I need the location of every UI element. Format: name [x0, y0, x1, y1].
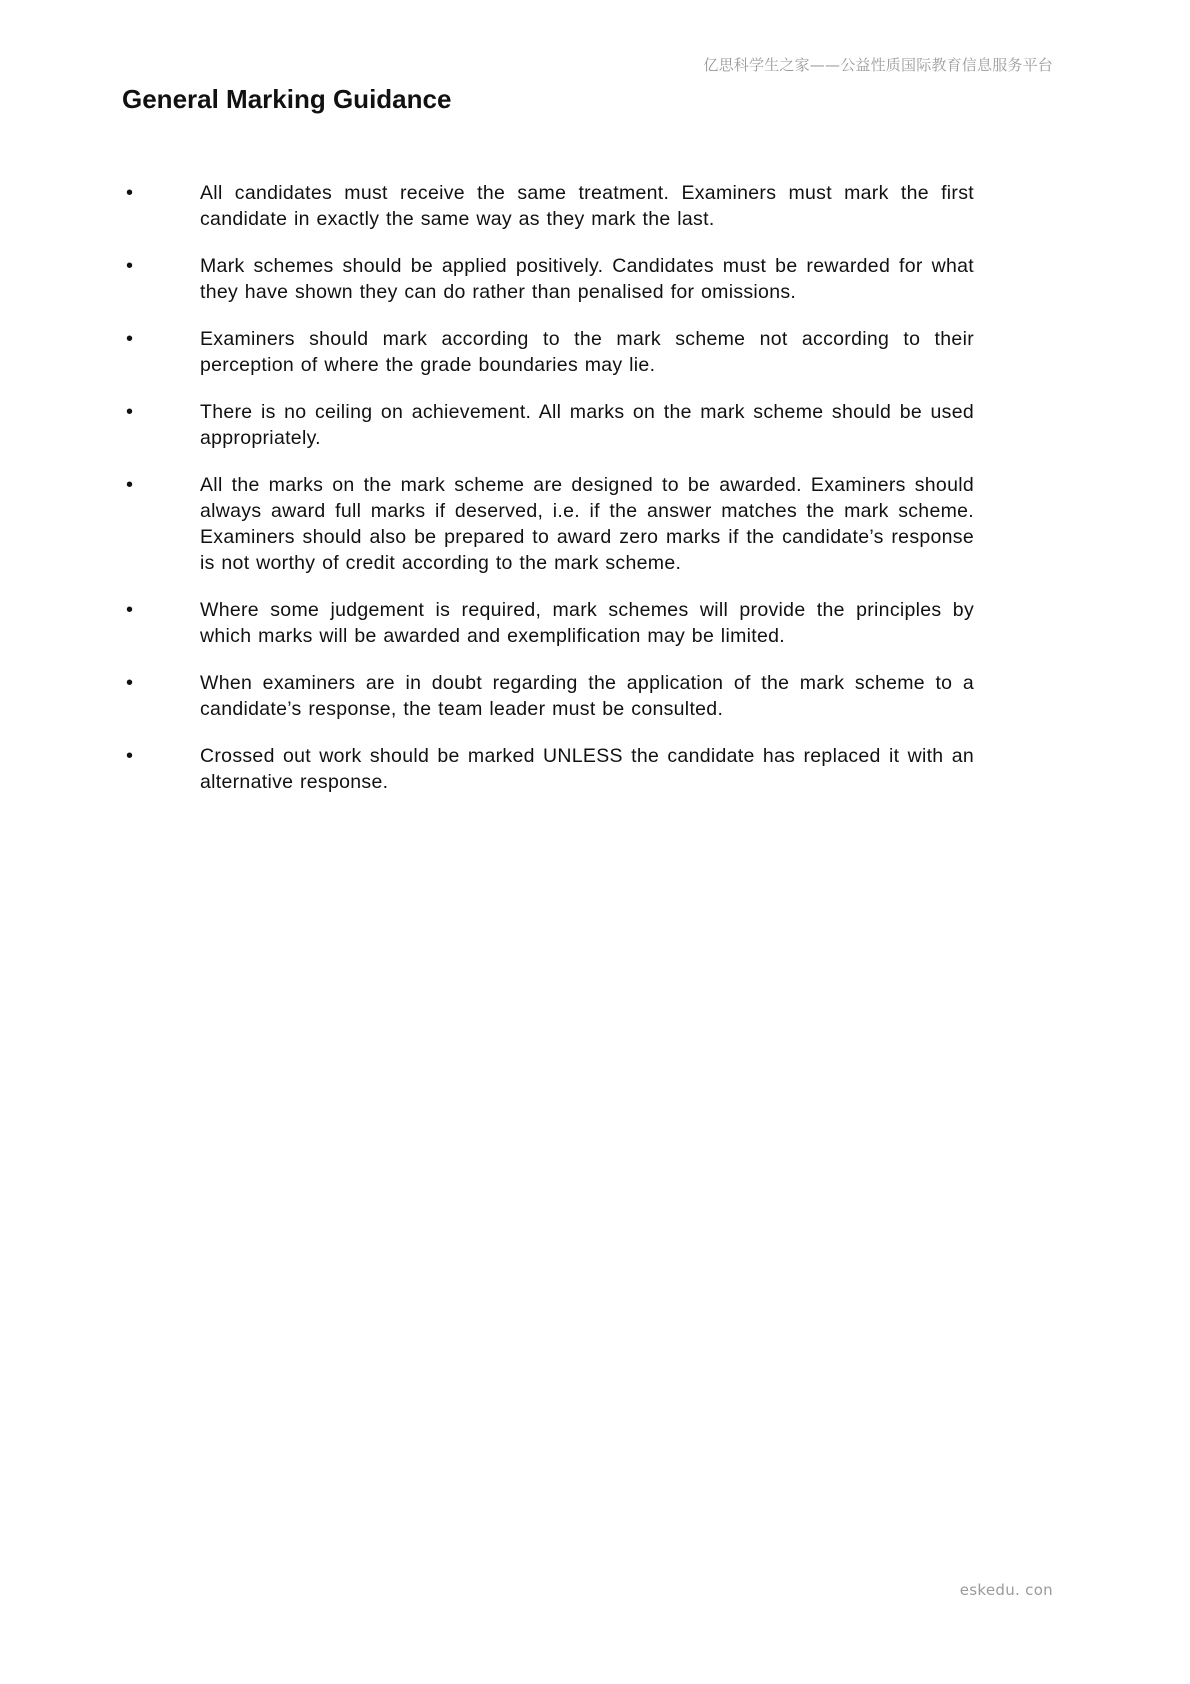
list-item-text: Mark schemes should be applied positively. Candidates must be rewarded for what they have shown they can do rather than penalised for omissions. — [200, 255, 974, 303]
bullet-icon: • — [126, 328, 134, 350]
guidance-list — [122, 180, 974, 816]
list-item-text: There is no ceiling on achievement. All marks on the mark scheme should be used appropriately. — [200, 401, 974, 449]
list-item-text: Examiners should mark according to the mark scheme not according to their perception of where the grade boundaries may lie. — [200, 328, 974, 376]
list-item — [122, 670, 974, 722]
bullet-icon: • — [126, 182, 134, 204]
bullet-icon: • — [126, 401, 134, 423]
page-title: General Marking Guidance — [122, 84, 452, 114]
list-item-text: All the marks on the mark scheme are designed to be awarded. Examiners should always award full marks if deserved, i.e. if the answer matches the mark scheme. Examiners should also be prepared to award zero marks if the candidate’s response is not worthy of credit according to the mark scheme. — [200, 474, 974, 574]
bullet-icon: • — [126, 599, 134, 621]
list-item-text: When examiners are in doubt regarding the application of the mark scheme to a candidate’s response, the team leader must be consulted. — [200, 672, 974, 720]
list-item — [122, 326, 974, 378]
bullet-icon: • — [126, 745, 134, 767]
list-item — [122, 399, 974, 451]
header-watermark: 亿思科学生之家——公益性质国际教育信息服务平台 — [703, 56, 1053, 74]
list-item — [122, 253, 974, 305]
footer-watermark: eskedu. con — [959, 1581, 1053, 1599]
bullet-icon: • — [126, 672, 134, 694]
bullet-icon: • — [126, 474, 134, 496]
list-item-text: Crossed out work should be marked UNLESS the candidate has replaced it with an alternative response. — [200, 745, 974, 793]
list-item — [122, 472, 974, 576]
bullet-icon: • — [126, 255, 134, 277]
list-item-text: Where some judgement is required, mark schemes will provide the principles by which marks will be awarded and exemplification may be limited. — [200, 599, 974, 647]
list-item — [122, 597, 974, 649]
list-item — [122, 743, 974, 795]
list-item-text: All candidates must receive the same treatment. Examiners must mark the first candidate in exactly the same way as they mark the last. — [200, 182, 974, 230]
list-item — [122, 180, 974, 232]
